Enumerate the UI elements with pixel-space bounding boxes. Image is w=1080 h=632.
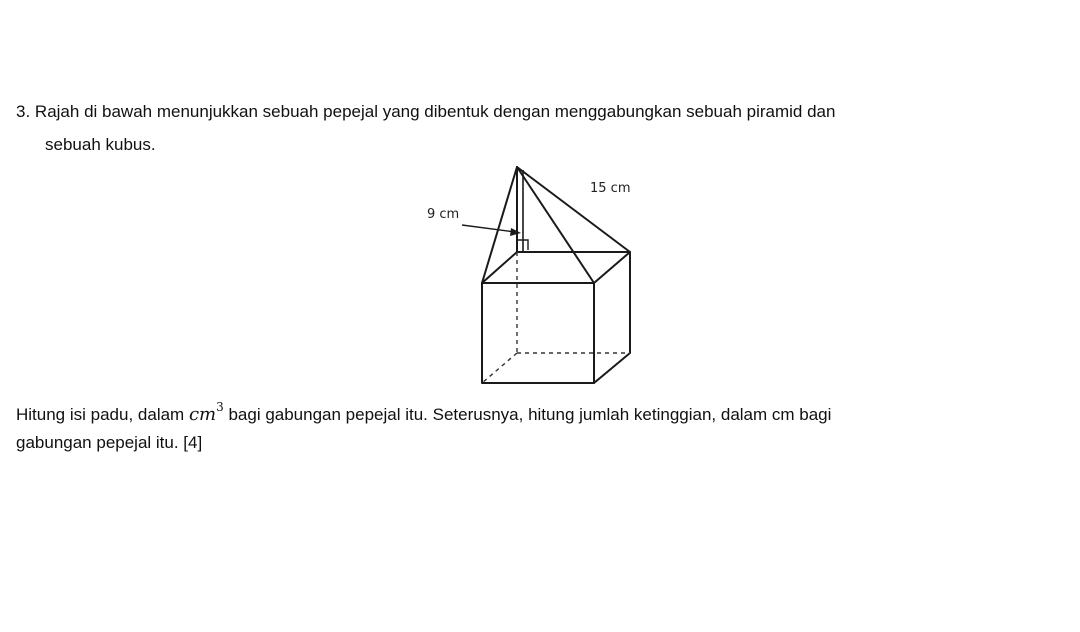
question-text: Rajah di bawah menunjukkan sebuah pepejal yang dibentuk dengan menggabungkan sebuah piramid dan [34,102,836,121]
pyramid-height-label: 9 cm [427,207,460,222]
task-text-start: Hitung isi padu, dalam [16,405,189,424]
slant-height-label: 15 cm [590,181,631,196]
task-line-2: gabungan pepejal itu. [4] [16,433,203,452]
task-text-end: bagi gabungan pepejal itu. Seterusnya, hitung jumlah ketinggian, dalam cm bagi [223,405,832,424]
unit-base: cm [188,404,217,425]
cube-right-edges [594,252,630,383]
question-number: 3. [16,102,31,121]
unit-exponent: 3 [216,400,224,414]
height-arrow-line [462,225,515,232]
cube-top-edges [482,252,630,283]
height-arrow-head [510,228,521,236]
question-line-2: sebuah kubus. [45,135,156,154]
cube-front-face [482,283,594,383]
task-line-1 [16,398,831,426]
pyramid-edge-front-left [482,167,517,283]
pyramid-edge-front-right [517,167,594,283]
pyramid-edge-back-right [517,167,630,252]
hidden-edge-diagonal [482,353,517,383]
unit-math [188,400,224,425]
